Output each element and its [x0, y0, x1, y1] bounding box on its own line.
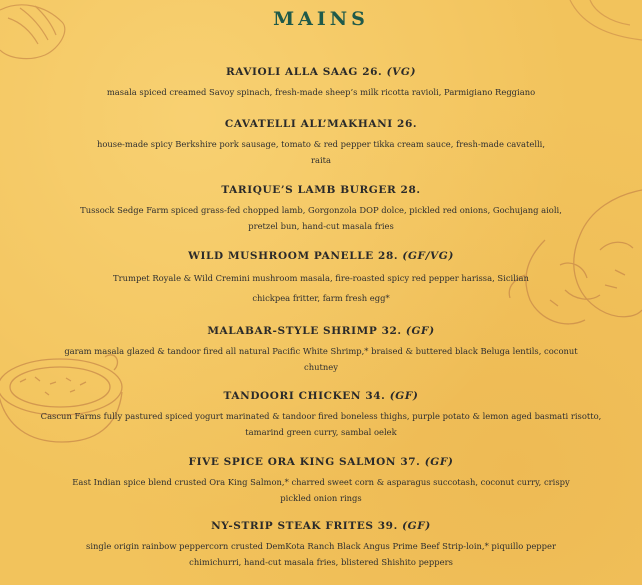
menu-item-tandoori-chicken: [0, 390, 642, 440]
menu-item-name: RAVIOLI ALLA SAAG 26.: [225, 66, 383, 78]
menu-item-salmon: [0, 456, 642, 506]
menu-item-lamb-burger: [0, 184, 642, 234]
menu-item-description: single origin rainbow peppercorn crusted DemKota Ranch Black Angus Prime Beef Strip-loin,* piquillo pepper chimichurri, hand-cut masala fries, blistered Shishito peppers: [86, 541, 556, 567]
menu-item-description: Cascun Farms fully pastured spiced yogurt marinated & tandoor fired boneless thighs, purple potato & lemon aged basmati risotto, tamarind green curry, sambal oelek: [40, 411, 602, 437]
menu-item-description: masala spiced creamed Savoy spinach, fresh-made sheep’s milk ricotta ravioli, Parmigiano Reggiano: [106, 87, 536, 97]
menu-item-name: CAVATELLI ALL’MAKHANI 26.: [224, 118, 418, 130]
menu-item-description: East Indian spice blend crusted Ora King Salmon,* charred sweet corn & asparagus succotash, coconut curry, crispy pickled onion rings: [72, 477, 570, 503]
menu-item-description: house-made spicy Berkshire pork sausage, tomato & red pepper tikka cream sauce, fresh-made cavatelli, raita: [96, 139, 546, 165]
menu-item-title: [0, 184, 642, 196]
menu-item-title: [0, 118, 642, 130]
menu-item-description: Trumpet Royale & Wild Cremini mushroom masala, fire-roasted spicy red pepper harissa, Sicilian chickpea fritter, farm fresh egg*: [113, 273, 529, 303]
menu-item-malabar-shrimp: [0, 325, 642, 375]
menu-item-title: [0, 250, 642, 262]
menu-item-title: [0, 520, 642, 532]
menu-item-title: [0, 456, 642, 468]
menu-item-tag: (GF): [389, 390, 419, 402]
menu-item-tag: (VG): [386, 66, 417, 78]
menu-item-mushroom-panelle: [0, 250, 642, 308]
menu-item-tag: (GF/VG): [402, 250, 454, 262]
menu-item-title: [0, 390, 642, 402]
menu-item-tag: (GF): [402, 520, 431, 532]
menu-item-ravioli: [0, 66, 642, 100]
section-title: MAINS: [273, 8, 369, 30]
menu-item-name: MALABAR-STYLE SHRIMP 32.: [207, 325, 402, 337]
menu-item-title: [0, 66, 642, 78]
menu-item-name: WILD MUSHROOM PANELLE 28.: [188, 250, 399, 262]
menu-item-description: garam masala glazed & tandoor fired all natural Pacific White Shrimp,* braised & buttered black Beluga lentils, coconut chutney: [64, 346, 578, 372]
menu-item-name: TANDOORI CHICKEN 34.: [223, 390, 386, 402]
menu-item-cavatelli: [0, 118, 642, 168]
menu-item-name: NY-STRIP STEAK FRITES 39.: [211, 520, 398, 532]
menu-item-title: [0, 325, 642, 337]
menu-item-name: FIVE SPICE ORA KING SALMON 37.: [188, 456, 421, 468]
menu-item-tag: (GF): [424, 456, 454, 468]
menu-item-name: TARIQUE’S LAMB BURGER 28.: [221, 184, 421, 196]
menu-item-tag: (GF): [405, 325, 435, 337]
menu-item-ny-strip: [0, 520, 642, 570]
menu-item-description: Tussock Sedge Farm spiced grass-fed chopped lamb, Gorgonzola DOP dolce, pickled red onions, Gochujang aioli, pretzel bun, hand-cut masala fries: [80, 205, 562, 231]
